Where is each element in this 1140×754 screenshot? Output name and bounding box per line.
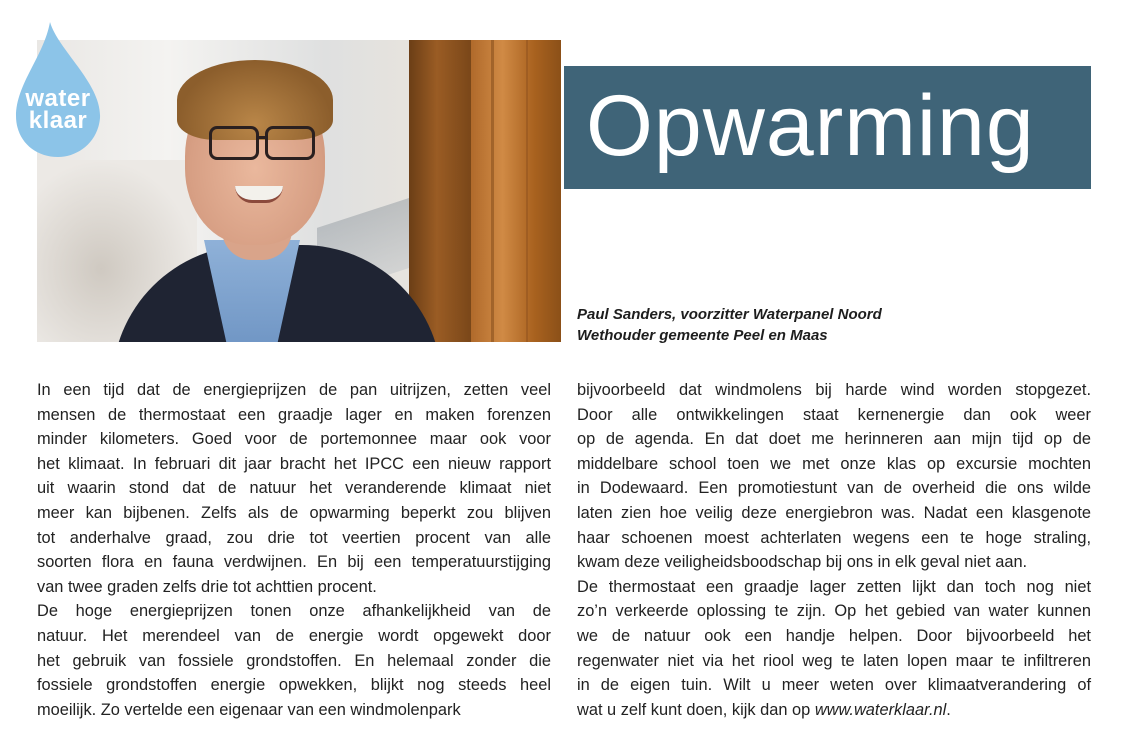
text-line: zo’n verkeerde oplossing te zijn. Op het gebied van water kunnen: [577, 602, 1091, 621]
caption-line-1: Paul Sanders, voorzitter Waterpanel Noord: [577, 306, 882, 323]
text-line: haar schoenen moest achterlaten wegens een te hoge straling,: [577, 528, 1091, 547]
text-line: tot anderhalve graad, zou drie tot veertien procent van alle: [37, 528, 551, 547]
text-line: minder kilometers. Goed voor de portemonnee maar ook voor: [37, 430, 551, 449]
text-line: mensen de thermostaat een graadje lager en maken forenzen: [37, 405, 551, 424]
text-line: soorten flora en fauna verdwijnen. En bij een temperatuurstijging: [37, 553, 551, 572]
text-line: het klimaat. In februari dit jaar bracht het IPCC een nieuw rapport: [37, 454, 551, 473]
logo-text: [14, 85, 102, 134]
title-banner: [564, 66, 1091, 189]
text-line: kwam deze veiligheidsboodschap bij ons in elk geval niet aan.: [577, 553, 1028, 572]
text-line: in Dodewaard. Een promotiestunt van de overheid die ons wilde: [577, 479, 1091, 498]
text-line: in de eigen tuin. Wilt u meer weten over klimaatverandering of: [577, 676, 1091, 695]
text-line: het gebruik van fossiele grondstoffen. En helemaal zonder die: [37, 651, 551, 670]
photo-caption: [577, 304, 882, 346]
body-column-right: [577, 378, 1091, 722]
text-line: De thermostaat een graadje lager zetten lijkt dan toch nog niet: [577, 577, 1091, 596]
text-line: De hoge energieprijzen tonen onze afhankelijkheid van de: [37, 602, 551, 621]
text-line: op de agenda. En dat doet me herinneren aan mijn tijd op de: [577, 430, 1091, 449]
website-link[interactable]: www.waterklaar.nl: [814, 700, 947, 719]
text-line: natuur. Het merendeel van de energie wordt opgewekt door: [37, 626, 551, 645]
text-line: we de natuur ook een handje helpen. Door bijvoorbeeld het: [577, 626, 1091, 645]
text-line: meer kan bijbenen. Zelfs als de opwarming beperkt zou blijven: [37, 503, 551, 522]
caption-line-2: Wethouder gemeente Peel en Maas: [577, 327, 828, 344]
text-line: fossiele grondstoffen energie opwekken, blijkt nog steeds heel: [37, 676, 551, 695]
text-line: Door alle ontwikkelingen staat kernenergie dan ook weer: [577, 405, 1091, 424]
text-line: regenwater niet via het riool weg te laten lopen maar te infiltreren: [577, 651, 1091, 670]
waterklaar-logo: [14, 22, 102, 157]
text-line-final: [577, 698, 1091, 723]
text-line: middelbare school toen we met onze klas op excursie mochten: [577, 454, 1091, 473]
text-line: laten zien hoe veilig deze energiebron was. Nadat een klasgenote: [577, 503, 1091, 522]
final-line-suffix: .: [946, 700, 951, 719]
text-line: bijvoorbeeld dat windmolens bij harde wind worden stopgezet.: [577, 381, 1091, 399]
body-column-left: [37, 378, 551, 722]
logo-line-2: klaar: [28, 107, 88, 134]
portrait-photo: [37, 40, 561, 342]
text-line: In een tijd dat de energieprijzen de pan uitrijzen, zetten veel: [37, 381, 551, 399]
article-title: Opwarming: [586, 78, 1035, 174]
text-line: uit waarin stond dat de natuur het veranderende klimaat niet: [37, 479, 551, 498]
logo-line-1: water: [25, 85, 91, 112]
text-line: van twee graden zelfs drie tot achttien procent.: [37, 577, 377, 596]
text-line: moeilijk. Zo vertelde een eigenaar van een windmolenpark: [37, 700, 461, 719]
final-line-prefix: wat u zelf kunt doen, kijk dan op: [577, 700, 815, 719]
